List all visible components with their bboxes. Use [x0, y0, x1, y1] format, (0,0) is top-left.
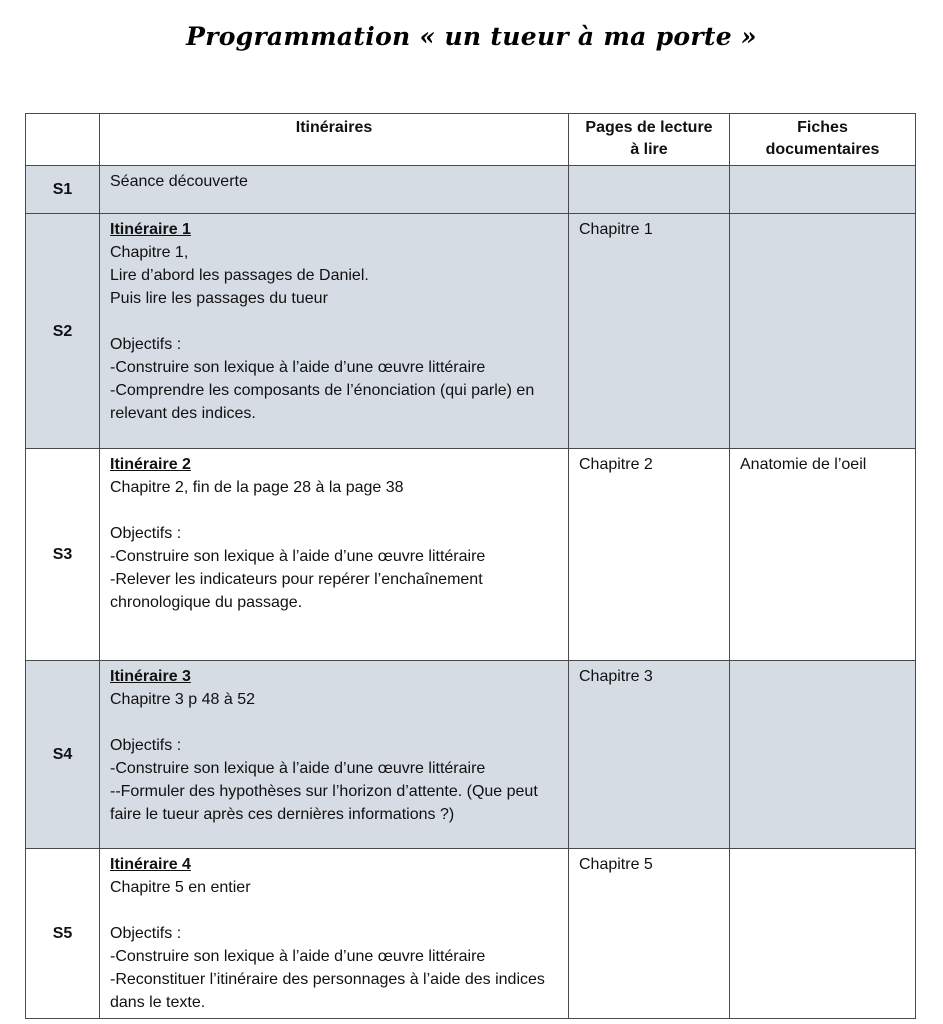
pages-cell: Chapitre 5	[569, 849, 730, 1019]
itinerary-line: Objectifs :	[110, 336, 182, 353]
itinerary-line: -Construire son lexique à l’aide d’une œuvre littéraire	[110, 948, 486, 965]
header-session	[26, 114, 100, 166]
pages-cell: Chapitre 1	[569, 214, 730, 449]
fiches-cell	[730, 661, 916, 849]
itinerary-line: Chapitre 2, fin de la page 28 à la page 38	[110, 479, 404, 496]
itinerary-title: Itinéraire 3	[110, 668, 191, 685]
session-number: S4	[26, 661, 100, 849]
pages-cell: Chapitre 2	[569, 449, 730, 661]
itinerary-line	[110, 899, 558, 922]
session-number: S1	[26, 166, 100, 214]
itinerary-cell	[100, 214, 569, 449]
fiches-cell: Anatomie de l’oeil	[730, 449, 916, 661]
itinerary-line: Chapitre 5 en entier	[110, 879, 251, 896]
session-number: S5	[26, 849, 100, 1019]
itinerary-cell	[100, 661, 569, 849]
itinerary-title: Itinéraire 2	[110, 456, 191, 473]
itinerary-line: Objectifs :	[110, 525, 182, 542]
itinerary-line: -Comprendre les composants de l’énonciation (qui parle) en relevant des indices.	[110, 382, 535, 422]
itinerary-title: Itinéraire 4	[110, 856, 191, 873]
header-itineraires: Itinéraires	[100, 114, 569, 166]
itinerary-line: Lire d’abord les passages de Daniel.	[110, 267, 369, 284]
itinerary-line: Objectifs :	[110, 737, 182, 754]
itinerary-line: -Construire son lexique à l’aide d’une œuvre littéraire	[110, 359, 486, 376]
table-row	[26, 661, 916, 849]
table-row	[26, 449, 916, 661]
programme-table	[25, 113, 916, 1019]
itinerary-line	[110, 711, 558, 734]
itinerary-line: Puis lire les passages du tueur	[110, 290, 328, 307]
itinerary-line: --Formuler des hypothèses sur l’horizon d’attente. (Que peut faire le tueur après ces dernières informations ?)	[110, 783, 538, 823]
itinerary-line	[110, 310, 558, 333]
document-title: Programmation « un tueur à ma porte »	[186, 22, 757, 51]
itinerary-line: Séance découverte	[110, 173, 248, 190]
itinerary-cell	[100, 166, 569, 214]
table-row	[26, 214, 916, 449]
table-header-row	[26, 114, 916, 166]
itinerary-line: Objectifs :	[110, 925, 182, 942]
itinerary-line: Chapitre 1,	[110, 244, 189, 261]
fiches-cell	[730, 166, 916, 214]
itinerary-title: Itinéraire 1	[110, 221, 191, 238]
header-pages: Pages de lecture à lire	[569, 114, 730, 166]
header-fiches: Fiches documentaires	[730, 114, 916, 166]
session-number: S2	[26, 214, 100, 449]
itinerary-cell	[100, 849, 569, 1019]
table-row	[26, 849, 916, 1019]
itinerary-line: -Construire son lexique à l’aide d’une œuvre littéraire	[110, 760, 486, 777]
itinerary-line: -Construire son lexique à l’aide d’une œuvre littéraire	[110, 548, 486, 565]
session-number: S3	[26, 449, 100, 661]
pages-cell	[569, 166, 730, 214]
table-row	[26, 166, 916, 214]
itinerary-line: -Relever les indicateurs pour repérer l’enchaînement chronologique du passage.	[110, 571, 483, 611]
fiches-cell	[730, 214, 916, 449]
fiches-cell	[730, 849, 916, 1019]
pages-cell: Chapitre 3	[569, 661, 730, 849]
itinerary-line	[110, 499, 558, 522]
itinerary-line: -Reconstituer l’itinéraire des personnages à l’aide des indices dans le texte.	[110, 971, 545, 1011]
itinerary-line: Chapitre 3 p 48 à 52	[110, 691, 255, 708]
itinerary-cell	[100, 449, 569, 661]
